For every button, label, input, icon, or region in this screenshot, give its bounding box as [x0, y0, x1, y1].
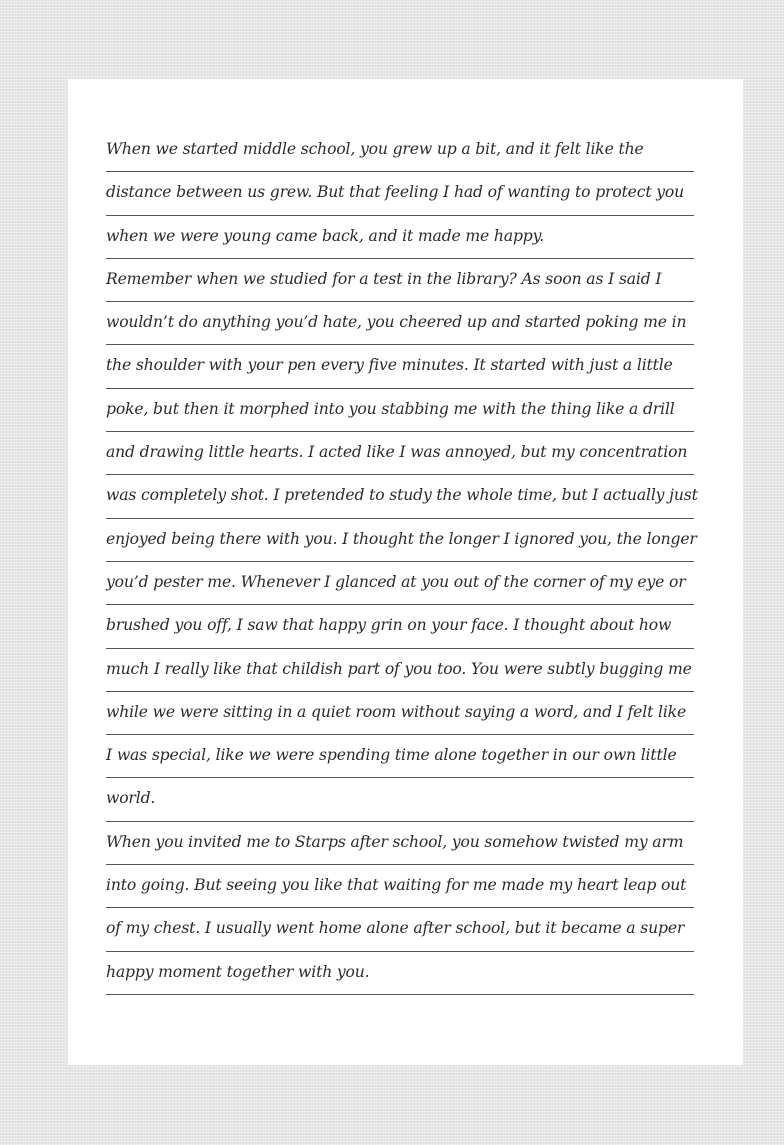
letter-line	[106, 519, 697, 562]
letter-line	[106, 345, 694, 388]
letter-line-text: poke, but then it morphed into you stabbing me with the thing like a drill	[106, 399, 675, 418]
letter-line-text: Remember when we studied for a test in the library? As soon as I said I	[106, 269, 662, 288]
letter-line-text: distance between us grew. But that feeling I had of wanting to protect you	[106, 183, 685, 202]
letter-line-text: the shoulder with your pen every five minutes. It started with just a little	[106, 356, 673, 375]
letter-line-text: brushed you off, I saw that happy grin on your face. I thought about how	[106, 616, 672, 635]
letter-line-text: and drawing little hearts. I acted like I was annoyed, but my concentration	[106, 443, 688, 462]
letter-line-text: when we were young came back, and it made me happy.	[106, 226, 545, 245]
letter-line	[106, 735, 694, 778]
letter-line	[106, 822, 694, 865]
letter-line	[106, 778, 694, 821]
letter-line	[106, 259, 694, 302]
letter-paper	[68, 79, 743, 1065]
letter-line-text: When we started middle school, you grew up a bit, and it felt like the	[106, 140, 644, 158]
letter-line	[106, 952, 694, 995]
letter-line	[106, 475, 698, 518]
letter-line-text: wouldn’t do anything you’d hate, you cheered up and started poking me in	[106, 313, 687, 332]
letter-line-text: while we were sitting in a quiet room without saying a word, and I felt like	[106, 702, 687, 721]
letter-line	[106, 908, 694, 951]
letter-line-text: you’d pester me. Whenever I glanced at you out of the corner of my eye or	[106, 572, 686, 591]
letter-lines	[106, 129, 698, 995]
letter-line-text: enjoyed being there with you. I thought the longer I ignored you, the longer	[106, 529, 697, 548]
letter-line	[106, 605, 694, 648]
letter-line	[106, 692, 694, 735]
letter-line-text: into going. But seeing you like that waiting for me made my heart leap out	[106, 876, 687, 895]
letter-line	[106, 562, 694, 605]
letter-line-text: much I really like that childish part of you too. You were subtly bugging me	[106, 659, 692, 678]
letter-line-text: happy moment together with you.	[106, 962, 370, 981]
letter-line	[106, 216, 694, 259]
letter-line-text: was completely shot. I pretended to study the whole time, but I actually just	[106, 486, 698, 505]
letter-line	[106, 865, 694, 908]
letter-line	[106, 649, 694, 692]
letter-line-text: I was special, like we were spending time alone together in our own little	[106, 746, 677, 765]
letter-line	[106, 432, 694, 475]
letter-line-text: When you invited me to Starps after school, you somehow twisted my arm	[106, 832, 684, 851]
letter-line	[106, 129, 694, 172]
letter-line-text: world.	[106, 789, 156, 808]
letter-line	[106, 389, 694, 432]
letter-line-text: of my chest. I usually went home alone after school, but it became a super	[106, 919, 685, 938]
letter-line	[106, 302, 694, 345]
letter-line	[106, 172, 694, 215]
